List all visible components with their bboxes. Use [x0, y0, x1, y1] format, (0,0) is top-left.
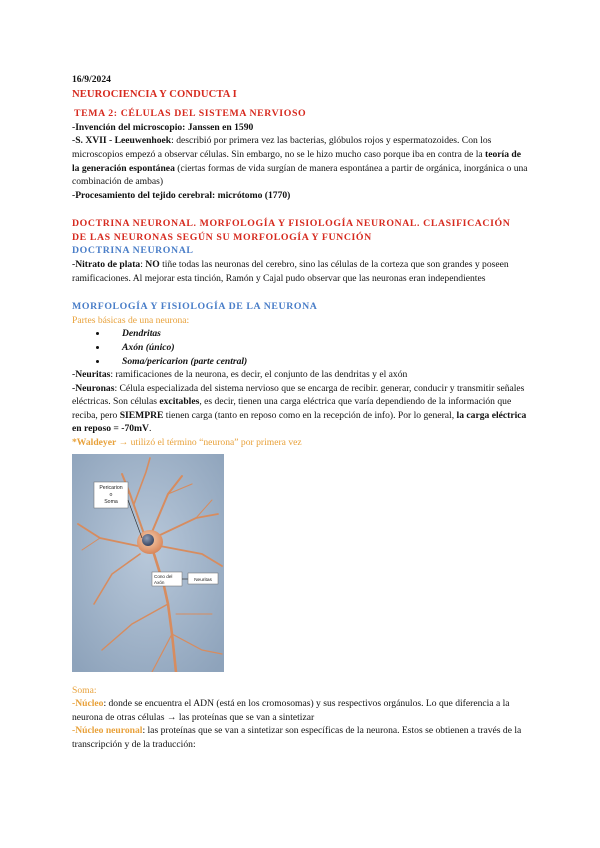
neuronal-nucleus-text: : las proteínas que se van a sintetizar son específicas de la neurona. Estos se obtienen a través de la transcripción y de la traducción: [72, 725, 522, 751]
soma-title: Soma: [72, 684, 97, 696]
processing-label: -Procesamiento del tejido cerebral [72, 189, 213, 201]
leeuwenhoek-text: : describió por primera vez las bacterias, glóbulos rojos y espermatozoides. Con los microscopios empezó a observar células. Sin embargo, no se le hizo mucho caso porque iba en contra de la [72, 135, 492, 160]
list-item: • Axón (único) [108, 341, 528, 355]
doctrine-paragraph [72, 258, 528, 285]
waldeyer-text: utilizó el término “neurona” por primera vez [128, 437, 302, 449]
processing-value: : micrótomo (1770) [212, 189, 291, 201]
basic-parts-list [72, 327, 528, 368]
microscope-label: -Invención del microscopio [72, 121, 183, 133]
silver-nitrate-label: -Nitrato de plata [72, 258, 141, 270]
neuron-image [72, 454, 224, 672]
arrow-icon: → [118, 437, 129, 449]
leeuwenhoek-text-2: (ciertas formas de vida surgían de manera espontánea a partir de orgánica, inorgánica o una combinación de ambas) [72, 162, 528, 188]
arrow-icon: → [166, 711, 177, 723]
nucleus-paragraph [72, 697, 528, 724]
list-item: • Dendritas [108, 327, 528, 341]
neurons-label: -Neuronas [72, 382, 115, 394]
course-title: NEUROCIENCIA Y CONDUCTA I [72, 88, 237, 100]
figure-label-axon-1: Cono del [154, 573, 173, 579]
excitable-bold: excitables [159, 396, 200, 408]
doctrine-colon: : [140, 258, 146, 270]
nucleus-text-2: las proteínas que se van a sintetizar [176, 711, 315, 723]
list-item: • Soma/pericarion (parte central) [108, 355, 528, 369]
neurites-label: -Neuritas [72, 369, 111, 381]
doctrine-section-title: DOCTRINA NEURONAL. MORFOLOGÍA Y FISIOLOGÍA NEURONAL. CLASIFICACIÓN DE LAS NEURONAS SEGÚN SU MORFOLOGÍA Y FUNCIÓN [72, 218, 511, 243]
neuronal-nucleus-paragraph [72, 724, 528, 751]
neuron-figure [72, 454, 224, 672]
date: 16/9/2024 [72, 74, 111, 85]
neuronal-nucleus-label: -Núcleo neuronal [72, 725, 143, 737]
neurons-paragraph [72, 382, 528, 436]
basic-parts-title: Partes básicas de una neurona: [72, 314, 190, 326]
figure-label-soma-1: Pericarion [99, 484, 123, 491]
no-bold: NO [145, 258, 160, 270]
nucleus-label: -Núcleo [72, 698, 104, 710]
history-processing [72, 189, 528, 203]
topic-title: TEMA 2: CÉLULAS DEL SISTEMA NERVIOSO [74, 108, 307, 120]
waldeyer-note [72, 436, 528, 450]
morphology-title: MORFOLOGÍA Y FISIOLOGÍA DE LA NEURONA [72, 301, 318, 313]
neurites-paragraph [72, 368, 528, 382]
leeuwenhoek-label: -S. XVII - Leeuwenhoek [72, 135, 172, 147]
doctrine-text: tiñe todas las neuronas del cerebro, sino las células de la corteza que son grandes y poseen ramificaciones. Al mejorar esta tinción, Ramón y Cajal pudo observar que las neuronas eran independientes [72, 258, 509, 284]
figure-label-soma-3: Soma [104, 498, 118, 505]
siempre-bold: SIEMPRE [119, 409, 164, 421]
nucleus-text: : donde se encuentra el ADN (está en los cromosomas) y sus respectivos orgánulos. Lo que diferencia a la neurona de otras células [72, 698, 510, 723]
waldeyer-name: *Waldeyer [72, 437, 117, 449]
neurons-text-1: : Célula especializada del sistema nervioso que se encarga de recibir. generar, conducir y transmitir señales eléctricas. Son células [72, 382, 525, 408]
neurons-text-4: . [148, 423, 152, 435]
doctrine-subtitle: DOCTRINA NEURONAL [72, 245, 194, 257]
spontaneous-generation: teoría de la generación espontánea [72, 148, 521, 174]
figure-label-neurites: Neuritas [194, 577, 212, 583]
figure-label-soma-2: o [109, 491, 113, 498]
history-microscope [72, 121, 528, 135]
rest-charge-bold: la carga eléctrica en reposo = -70mV [72, 409, 527, 435]
neurons-text-3: tienen carga (tanto en reposo como en la recepción de info). Por lo general, [163, 409, 457, 421]
figure-label-axon-2: Axón [154, 579, 165, 585]
microscope-value: : Janssen en 1590 [182, 121, 254, 133]
document-page [72, 70, 528, 752]
history-leeuwenhoek [72, 134, 528, 188]
neurons-text-2: , es decir, tienen una carga eléctrica que varía dependiendo de la información que reciba, pero [72, 396, 512, 421]
neurites-text: : ramificaciones de la neurona, es decir, el conjunto de las dendritas y el axón [110, 369, 408, 381]
